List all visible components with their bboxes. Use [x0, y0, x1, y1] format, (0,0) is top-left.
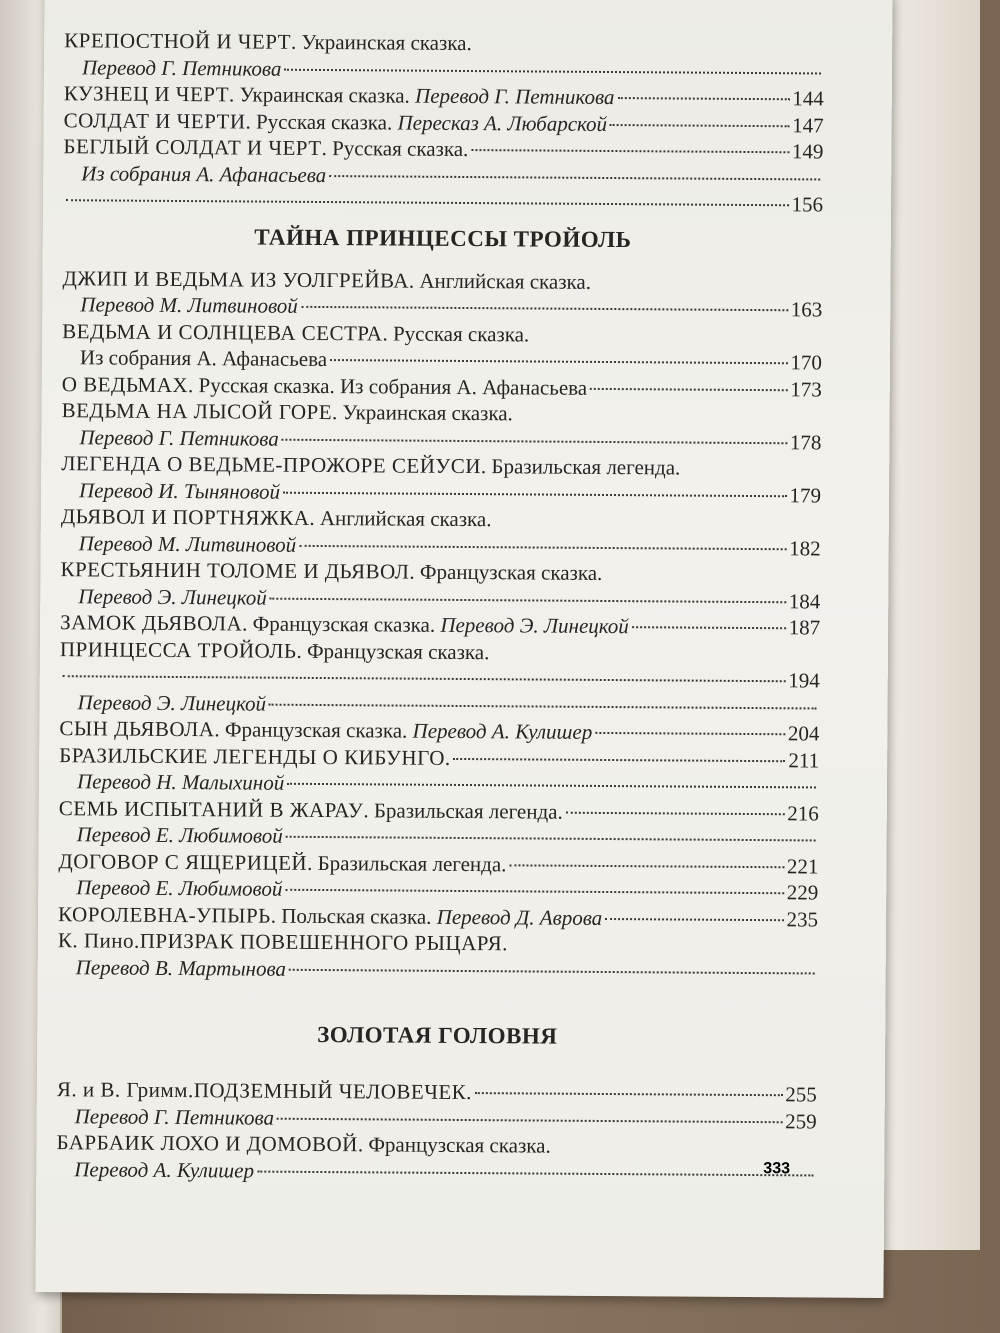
toc-entry	[63, 160, 823, 192]
toc-entry-subtitle: .	[502, 931, 508, 956]
toc-page-number: 163	[790, 297, 823, 322]
toc-entry-text	[76, 874, 282, 902]
toc-page-number: 179	[789, 482, 822, 507]
dot-leader	[329, 175, 820, 180]
toc-page-number: 173	[790, 376, 822, 401]
dot-leader	[277, 1117, 782, 1123]
toc-entry-title: ЛЕГЕНДА О ВЕДЬМЕ-ПРОЖОРЕ СЕЙУСИ	[61, 451, 482, 479]
dot-leader	[257, 1170, 813, 1176]
toc-entry-subtitle: Перевод Э. Линецкой	[77, 689, 267, 716]
toc-entry-subtitle: . Английская сказка.	[408, 268, 592, 294]
dot-leader	[605, 917, 783, 920]
toc-entry-text	[62, 318, 529, 348]
toc-entry-text	[78, 583, 267, 611]
toc-entry-subtitle: . Русская сказка.	[321, 135, 469, 162]
toc-entry-text	[60, 636, 490, 665]
toc-entry-text	[61, 503, 492, 533]
toc-entry-subtitle: .	[466, 1080, 472, 1105]
toc-entry-text	[60, 609, 629, 639]
toc-entry-subtitle: Перевод И. Тыняновой	[78, 477, 281, 504]
toc-entry-subtitle: . Французская сказка.	[242, 611, 441, 637]
toc-entry-title: КРЕСТЬЯНИН ТОЛОМЕ И ДЬЯВОЛ	[60, 557, 410, 584]
toc-entry-title: СОЛДАТ И ЧЕРТИ	[63, 107, 246, 133]
toc-entry-subtitle: . Французская сказка.	[296, 638, 490, 664]
toc-part2	[58, 265, 823, 986]
toc-entry-subtitle: . Русская сказка.	[245, 108, 398, 135]
toc-entry-text	[79, 477, 280, 505]
toc-entry-text	[74, 1156, 254, 1184]
toc-entry-title: СЫН ДЬЯВОЛА	[59, 716, 215, 742]
toc-entry-translator: Перевод А. Кулишер	[412, 718, 593, 744]
dot-leader	[287, 783, 816, 789]
toc-entry-text	[62, 371, 588, 401]
dot-leader	[509, 864, 783, 868]
toc-entry-translator: Перевод Э. Линецкой	[440, 612, 629, 639]
dot-leader	[632, 626, 786, 629]
toc-entry-subtitle: . Украинская сказка.	[332, 400, 513, 426]
toc-page-number: 156	[791, 192, 824, 217]
dot-leader	[330, 359, 787, 364]
toc-entry-subtitle: . Английская сказка.	[309, 505, 492, 532]
toc-entry-subtitle: . Бразильская легенда.	[480, 454, 681, 480]
toc-entry-subtitle: . Украинская сказка.	[290, 29, 472, 56]
toc-entry-text	[62, 397, 513, 427]
toc-entry-text	[64, 27, 472, 56]
toc-entry-text	[64, 107, 608, 137]
toc-page-number: 204	[787, 721, 820, 746]
toc-page-number: 147	[792, 112, 824, 137]
dot-leader	[610, 124, 789, 127]
toc-entry-subtitle: .	[444, 745, 451, 770]
toc-entry-subtitle: . Русская сказка. Из собрания А. Афанасьева	[188, 372, 588, 400]
toc-page-number: 235	[786, 906, 819, 931]
toc-entry-subtitle: Перевод Н. Малыхиной	[76, 769, 285, 795]
toc-page-number: 194	[788, 668, 820, 693]
toc-entry-text	[64, 80, 615, 110]
toc-page-number: 221	[786, 853, 819, 878]
toc-entry-subtitle: Перевод Е. Любимовой	[76, 822, 283, 848]
toc-entry-subtitle: Из собрания А. Афанасьева	[79, 345, 328, 372]
toc-page-number: 229	[786, 880, 819, 905]
toc-entry-title: ДЬЯВОЛ И ПОРТНЯЖКА	[60, 504, 310, 530]
toc-entry-title: ВЕДЬМА И СОЛНЦЕВА СЕСТРА	[62, 318, 383, 345]
toc-page-number: 184	[788, 588, 821, 613]
dot-leader	[285, 889, 783, 894]
toc-entry-text	[76, 954, 286, 982]
toc-entry-text	[77, 689, 266, 717]
toc-entry-title: СЕМЬ ИСПЫТАНИЙ В ЖАРАУ	[58, 795, 364, 822]
toc-entry-text	[77, 821, 283, 849]
toc-entry-subtitle: Перевод В. Мартынова	[75, 954, 287, 981]
toc-entry-translator: Пересказ А. Любарской	[397, 110, 608, 136]
toc-entry-translator: Перевод Г. Петникова	[414, 83, 615, 110]
toc-entry-text	[59, 742, 450, 771]
toc-entry-title: БЕГЛЫЙ СОЛДАТ И ЧЕРТ	[63, 134, 322, 160]
toc-entry-title: ДЖИП И ВЕДЬМА ИЗ УОЛГРЕЙВА	[62, 265, 410, 293]
toc-entry-title: БРАЗИЛЬСКИЕ ЛЕГЕНДЫ О КИБУНГО	[59, 742, 446, 770]
toc-entry-subtitle: Перевод Г. Петникова	[79, 424, 279, 451]
toc-entry-text	[79, 424, 279, 452]
toc-entry	[56, 1156, 816, 1188]
dot-leader	[269, 703, 817, 709]
toc-entry-subtitle: . Французская сказка.	[214, 717, 413, 743]
toc-entry-subtitle: Перевод Е. Любимовой	[76, 875, 283, 901]
dot-leader	[63, 675, 785, 682]
toc-page-number: 144	[792, 86, 824, 111]
dot-leader	[289, 968, 815, 974]
toc-entry-subtitle: Перевод Г. Петникова	[81, 54, 282, 81]
toc-entry-subtitle: Перевод Г. Петникова	[74, 1103, 275, 1130]
page-number: 333	[763, 1160, 791, 1178]
toc-entry-text	[59, 715, 592, 745]
dot-leader	[617, 97, 789, 100]
toc-entry-subtitle: . Французская сказка.	[409, 559, 603, 585]
toc-entry-subtitle: Перевод М. Литвиновой	[80, 292, 298, 318]
toc-entry-text	[59, 795, 563, 825]
toc-entry-subtitle: . Бразильская легенда.	[363, 797, 563, 824]
toc-entry-title: Я. и В. Гримм.ПОДЗЕМНЫЙ ЧЕЛОВЕЧЕК	[56, 1077, 467, 1105]
dot-leader	[286, 836, 816, 842]
toc-entry-text	[56, 1129, 550, 1159]
toc-entry-title: КОРОЛЕВНА-УПЫРЬ	[58, 901, 271, 928]
toc-entry	[60, 636, 820, 668]
toc-page-number: 149	[791, 139, 824, 164]
dot-leader	[474, 1092, 782, 1096]
toc-entry-title: КРЕПОСТНОЙ И ЧЕРТ	[64, 28, 292, 54]
dot-leader	[471, 149, 789, 153]
table-of-contents	[56, 27, 824, 1187]
toc-entry-text	[77, 768, 284, 796]
toc-entry-text	[60, 556, 602, 586]
toc-part3	[56, 1076, 817, 1187]
dot-leader	[282, 438, 787, 444]
book-page	[35, 0, 892, 1298]
toc-entry-title: К. Пино.ПРИЗРАК ПОВЕШЕННОГО РЫЦАРЯ	[57, 928, 503, 956]
toc-entry-text	[58, 901, 602, 931]
dot-leader	[299, 544, 786, 549]
toc-entry-title: ПРИНЦЕССА ТРОЙОЛЬ	[59, 636, 297, 663]
dot-leader	[284, 68, 821, 74]
dot-leader	[301, 306, 788, 311]
toc-entry-subtitle: Из собрания А. Афанасьева	[81, 160, 327, 187]
toc-page-number: 255	[785, 1082, 817, 1107]
toc-page-number: 170	[790, 350, 823, 375]
dot-leader	[595, 732, 785, 735]
toc-entry-text	[57, 1076, 472, 1105]
toc-entry-subtitle: . Украинская сказка.	[229, 82, 416, 108]
section-heading-1: ТАЙНА ПРИНЦЕССЫ ТРОЙОЛЬ	[254, 224, 632, 252]
dot-leader	[283, 491, 787, 497]
toc-page-number: 182	[789, 535, 821, 560]
toc-page-number: 178	[789, 429, 822, 454]
dot-leader	[270, 597, 786, 603]
toc-entry-title: ЗАМОК ДЬЯВОЛА	[60, 610, 243, 636]
toc-page-number: 259	[785, 1108, 817, 1133]
toc-entry-text	[82, 54, 282, 82]
toc-entry-text	[79, 530, 297, 558]
toc-entry-text	[80, 344, 327, 372]
dot-leader	[453, 757, 785, 761]
dot-leader	[566, 811, 785, 815]
toc-page-number: 211	[788, 747, 820, 772]
toc-entry-subtitle: . Бразильская легенда.	[307, 850, 507, 876]
toc-entry-title: КУЗНЕЦ И ЧЕРТ	[63, 81, 230, 107]
toc-entry-translator: Перевод Д. Аврова	[436, 904, 603, 930]
toc-entry-text	[62, 265, 591, 295]
toc-entry-title: ВЕДЬМА НА ЛЫСОЙ ГОРЕ	[61, 398, 333, 425]
toc-entry-text	[75, 1103, 275, 1131]
toc-entry	[58, 954, 818, 986]
toc-entry-text	[80, 291, 298, 319]
toc-page-number: 216	[787, 800, 819, 825]
toc-page-number: 187	[788, 615, 821, 640]
toc-entry-subtitle: . Русская сказка.	[382, 320, 530, 346]
toc-entry-text	[58, 927, 508, 957]
toc-entry-subtitle: . Французская сказка.	[357, 1132, 551, 1158]
toc-entry	[63, 186, 823, 218]
toc-entry-subtitle: Перевод М. Литвиновой	[78, 530, 297, 557]
toc-entry-title: ДОГОВОР С ЯЩЕРИЦЕЙ	[58, 848, 308, 875]
toc-entry-text	[63, 133, 468, 162]
toc-entry-text	[81, 160, 326, 188]
toc-entry-title: О ВЕДЬМАХ	[61, 371, 189, 397]
toc-entry-title: БАРБАИК ЛОХО И ДОМОВОЙ	[56, 1130, 358, 1157]
dot-leader	[66, 199, 788, 206]
dot-leader	[590, 387, 787, 390]
section-heading-2: ЗОЛОТАЯ ГОЛОВНЯ	[317, 1021, 558, 1049]
toc-part1	[63, 27, 824, 218]
toc-entry-subtitle: Перевод Э. Линецкой	[78, 583, 267, 610]
toc-entry-subtitle: . Польская сказка.	[270, 903, 437, 929]
toc-entry-subtitle: Перевод А. Кулишер	[74, 1156, 255, 1183]
toc-entry-text	[58, 848, 506, 878]
